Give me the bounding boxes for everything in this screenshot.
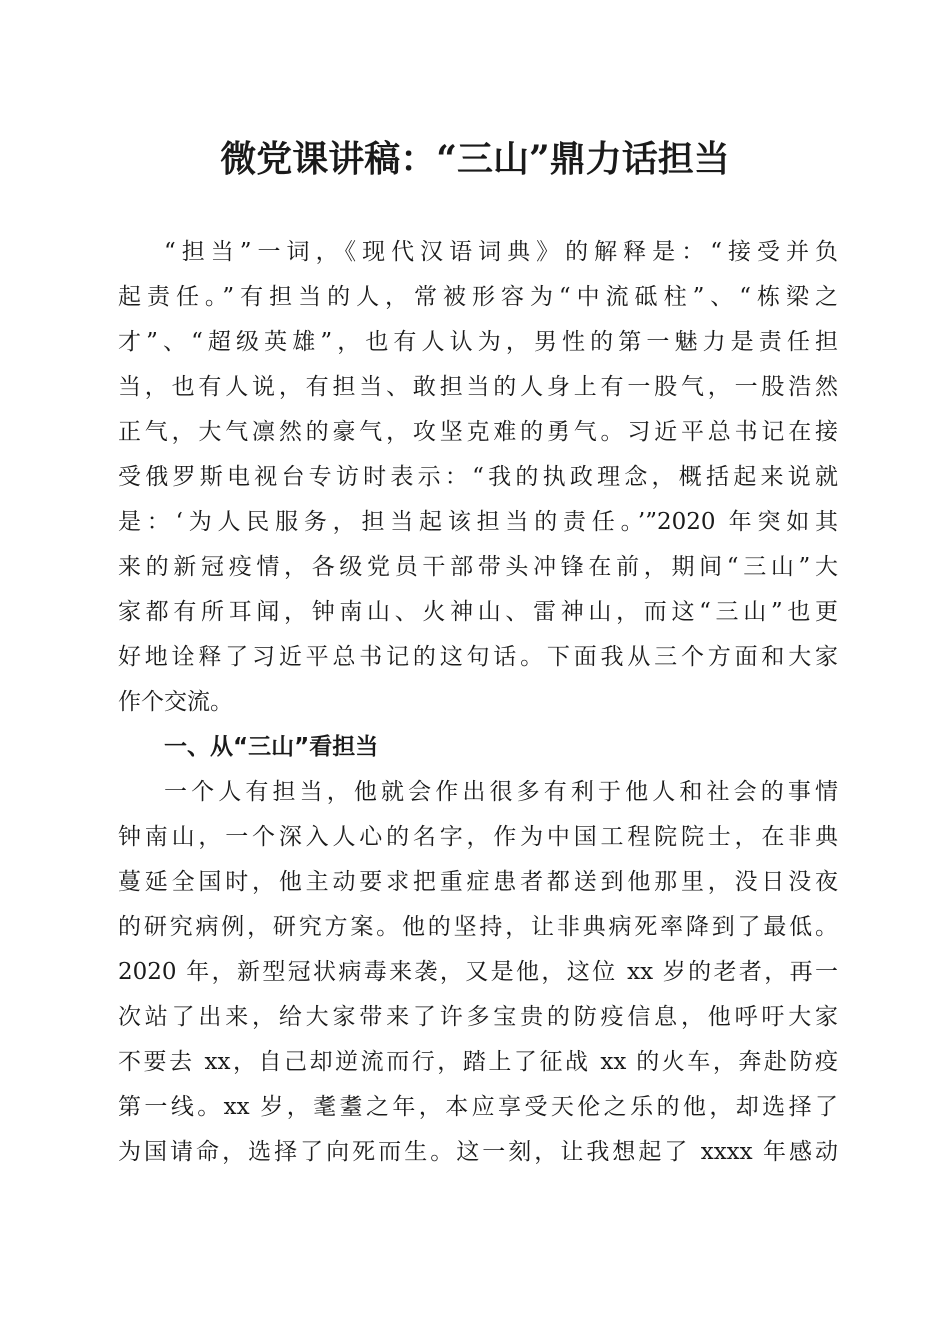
intro-line: 受俄罗斯电视台专访时表示：“我的执政理念，概括起来说就: [118, 464, 838, 490]
intro-line: 当，也有人说，有担当、敢担当的人身上有一股气，一股浩然: [118, 374, 838, 400]
intro-line: 起责任。”有担当的人，常被形容为“中流砥柱”、“栋梁之: [118, 284, 838, 310]
section-line: 次站了出来，给大家带来了许多宝贵的防疫信息，他呼吁大家: [118, 1004, 838, 1030]
section-line: 一个人有担当，他就会作出很多有利于他人和社会的事情: [164, 779, 838, 805]
section-heading: 一、从“三山”看担当: [164, 734, 379, 760]
document-body: [118, 230, 838, 1175]
document-title: 微党课讲稿：“三山”鼎力话担当: [220, 138, 730, 180]
intro-line: 才”、“超级英雄”，也有人认为，男性的第一魅力是责任担: [118, 329, 838, 355]
section-line: 为国请命，选择了向死而生。这一刻，让我想起了 xxxx 年感动: [118, 1139, 838, 1165]
intro-line: 作个交流。: [118, 689, 233, 715]
section-line: 不要去 xx，自己却逆流而行，踏上了征战 xx 的火车，奔赴防疫: [118, 1049, 838, 1075]
intro-line: 来的新冠疫情，各级党员干部带头冲锋在前，期间“三山”大: [118, 554, 838, 580]
intro-line: “担当”一词，《现代汉语词典》的解释是：“接受并负: [164, 239, 838, 265]
section-line: 的研究病例，研究方案。他的坚持，让非典病死率降到了最低。: [118, 914, 838, 940]
intro-line: 家都有所耳闻，钟南山、火神山、雷神山，而这“三山”也更: [118, 599, 838, 625]
section-line: 钟南山，一个深入人心的名字，作为中国工程院院士，在非典: [118, 824, 838, 850]
intro-line: 正气，大气凛然的豪气，攻坚克难的勇气。习近平总书记在接: [118, 419, 838, 445]
intro-line: 是：‘为人民服务，担当起该担当的责任。’”2020 年突如其: [118, 509, 838, 535]
section-line: 第一线。xx 岁，耄耋之年，本应享受天伦之乐的他，却选择了: [118, 1094, 838, 1120]
section-line: 2020 年，新型冠状病毒来袭，又是他，这位 xx 岁的老者，再一: [118, 959, 838, 985]
section-line: 蔓延全国时，他主动要求把重症患者都送到他那里，没日没夜: [118, 869, 838, 895]
intro-line: 好地诠释了习近平总书记的这句话。下面我从三个方面和大家: [118, 644, 838, 670]
